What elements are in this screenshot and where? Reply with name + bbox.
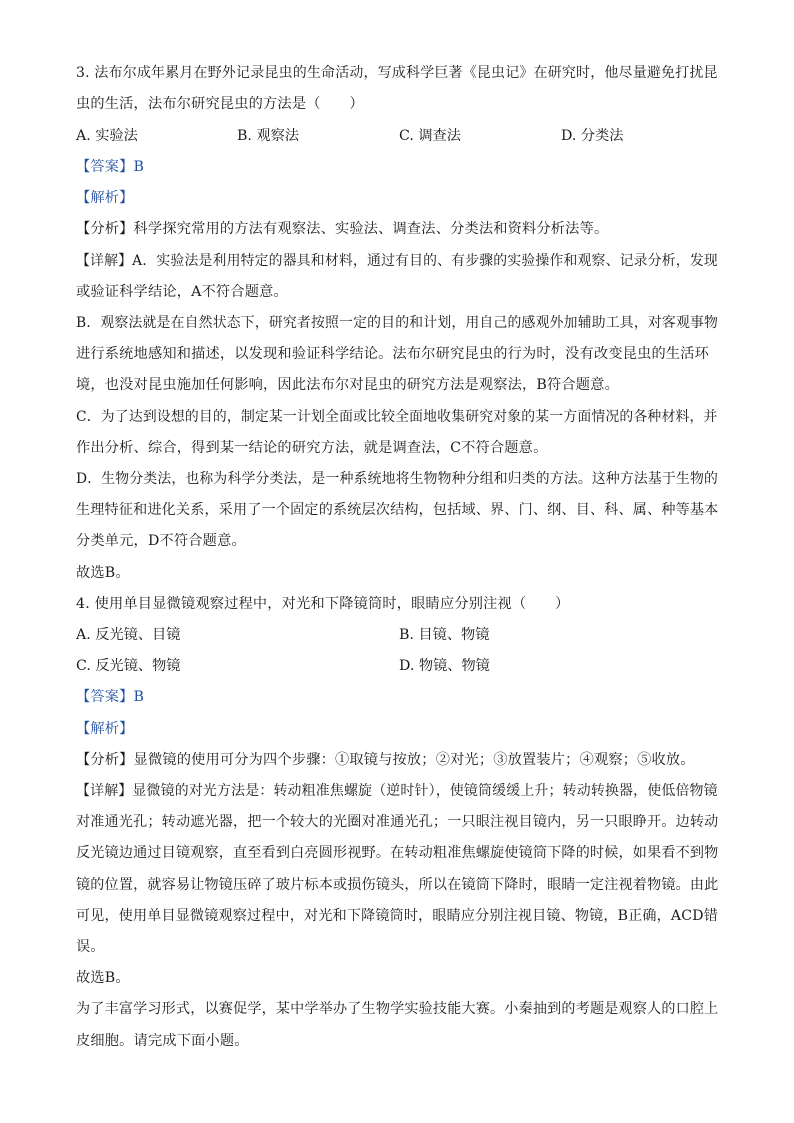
q4-detail-line: 误。 — [76, 939, 105, 955]
q3-analysis-tag: 【解析】 — [76, 190, 134, 206]
q3-detail-line: B．观察法就是在自然状态下，研究者按照一定的目的和计划，用自己的感观外加辅助工具，对客观事物 — [76, 315, 719, 331]
q4-detail-line: 反光镜边通过目镜观察，直至看到白亮圆形视野。在转动粗准焦螺旋使镜筒下降的时候，如果看不到物 — [76, 845, 719, 861]
q4-option-d: D. 物镜、物镜 — [399, 658, 490, 674]
q3-detail-line: 境，也没对昆虫施加任何影响，因此法布尔对昆虫的研究方法是观察法，B符合题意。 — [76, 377, 619, 393]
q4-answer: 【答案】B — [76, 689, 145, 705]
q4-stem: 4. 使用单目显微镜观察过程中，对光和下降镜筒时，眼睛应分别注视（ ） — [76, 596, 570, 612]
q4-analysis-tag: 【解析】 — [76, 721, 134, 737]
q3-detail-line: C．为了达到设想的目的，制定某一计划全面或比较全面地收集研究对象的某一方面情况的各种材料，并 — [76, 409, 718, 425]
q4-detail-line: 对准通光孔；转动遮光器，把一个较大的光圈对准通光孔；一只眼注视目镜内，另一只眼睁开。边转动 — [76, 814, 719, 830]
q3-detail-line: 或验证科学结论，A不符合题意。 — [76, 284, 288, 300]
q3-analysis-summary: 【分析】科学探究常用的方法有观察法、实验法、调查法、分类法和资料分析法等。 — [76, 221, 609, 237]
q3-detail-line: 分类单元，D不符合题意。 — [76, 533, 246, 549]
q4-detail-line: 镜的位置，就容易让物镜压碎了玻片标本或损伤镜头，所以在镜筒下降时，眼睛一定注视着物镜。由此 — [76, 877, 719, 893]
q3-detail-line: 进行系统地感知和描述，以发现和验证科学结论。法布尔研究昆虫的行为时，没有改变昆虫的生活环 — [76, 346, 710, 362]
q3-stem-line-1: 3. 法布尔成年累月在野外记录昆虫的生命活动，写成科学巨著《昆虫记》在研究时，他尽量避免打扰昆 — [76, 65, 718, 81]
q3-option-d: D. 分类法 — [561, 128, 624, 144]
q3-detail-line: D．生物分类法，也称为科学分类法，是一种系统地将生物物种分组和归类的方法。这种方法基于生物的 — [76, 471, 719, 487]
q3-detail-line: 作出分析、综合，得到某一结论的研究方法，就是调查法，C不符合题意。 — [76, 440, 548, 456]
q3-option-b: B. 观察法 — [237, 128, 300, 144]
intro-line: 为了丰富学习形式，以赛促学，某中学举办了生物学实验技能大赛。小秦抽到的考题是观察人的口腔上 — [76, 1001, 719, 1017]
q4-detail-line: 可见，使用单目显微镜观察过程中，对光和下降镜筒时，眼睛应分别注视目镜、物镜，B正确，ACD错 — [76, 908, 718, 924]
q4-option-a: A. 反光镜、目镜 — [76, 627, 181, 643]
q4-analysis-summary: 【分析】显微镜的使用可分为四个步骤：①取镜与按放；②对光；③放置装片；④观察；⑤收放。 — [76, 752, 695, 768]
q3-conclusion: 故选B。 — [76, 565, 130, 581]
q3-detail-line: 生理特征和进化关系，采用了一个固定的系统层次结构，包括域、界、门、纲、目、科、属、种等基本 — [76, 502, 719, 518]
q3-option-a: A. 实验法 — [76, 128, 138, 144]
q3-detail-line: 【详解】A．实验法是利用特定的器具和材料，通过有目的、有步骤的实验操作和观察、记录分析，发现 — [76, 253, 718, 269]
q3-stem-line-2: 虫的生活，法布尔研究昆虫的方法是（ ） — [76, 96, 364, 112]
intro-line: 皮细胞。请完成下面小题。 — [76, 1033, 249, 1049]
q4-detail-line: 【详解】显微镜的对光方法是：转动粗准焦螺旋（逆时针），使镜筒缓缓上升；转动转换器，使低倍物镜 — [76, 783, 718, 799]
q4-option-b: B. 目镜、物镜 — [399, 627, 490, 643]
q4-option-c: C. 反光镜、物镜 — [76, 658, 181, 674]
q3-answer: 【答案】B — [76, 159, 145, 175]
q3-option-c: C. 调查法 — [399, 128, 461, 144]
q4-conclusion: 故选B。 — [76, 970, 130, 986]
